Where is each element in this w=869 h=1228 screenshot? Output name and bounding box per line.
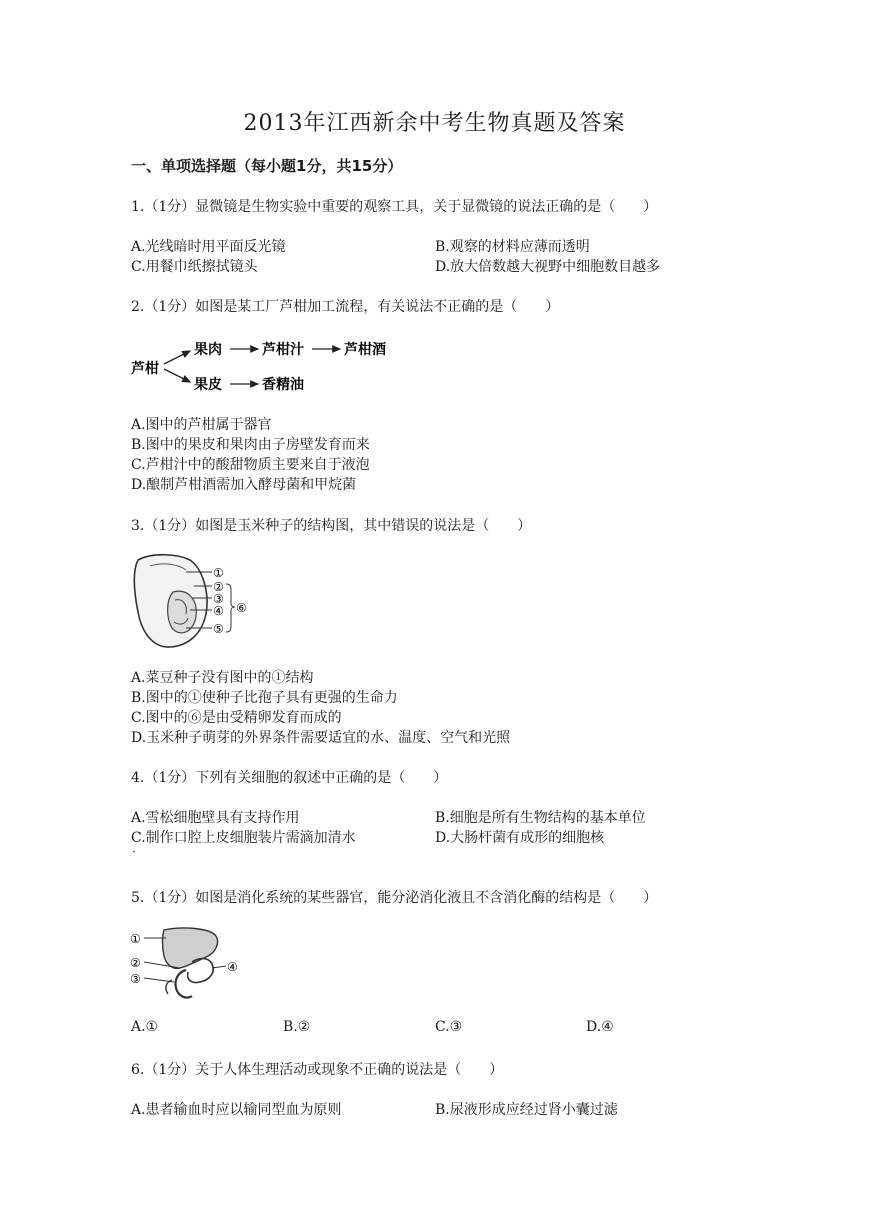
question-4-option-b: B.细胞是所有生物结构的基本单位	[435, 810, 646, 826]
diagram-wine-label: 芦柑酒	[344, 342, 386, 358]
question-3-option-a: A.菜豆种子没有图中的①结构	[131, 670, 314, 686]
page-title: 2013年江西新余中考生物真题及答案	[243, 111, 626, 136]
question-4-option-a: A.雪松细胞壁具有支持作用	[131, 810, 300, 826]
digestive-organs-diagram	[128, 924, 243, 1004]
question-5-option-a: A.①	[131, 1019, 159, 1035]
citrus-process-diagram	[128, 333, 408, 398]
seed-label-3: ③	[213, 592, 224, 606]
question-5-option-c: C.③	[435, 1019, 463, 1035]
question-2-option-c: C.芦柑汁中的酸甜物质主要来自于液泡	[131, 457, 370, 473]
question-1-option-d: D.放大倍数越大视野中细胞数目越多	[435, 259, 661, 275]
question-4-option-d: D.大肠杆菌有成形的细胞核	[435, 830, 605, 846]
question-6-option-a: A.患者输血时应以输同型血为原则	[131, 1102, 342, 1118]
question-3-option-c: C.图中的⑥是由受精卵发育而成的	[131, 710, 342, 726]
question-5-stem: 5.（1分）如图是消化系统的某些器官，能分泌消化液且不含消化酶的结构是（ ）	[131, 890, 658, 906]
diagram-root-label: 芦柑	[131, 361, 159, 377]
question-2-option-b: B.图中的果皮和果肉由子房壁发育而来	[131, 437, 370, 453]
seed-label-6: ⑥	[236, 601, 247, 615]
diagram-peel-label: 果皮	[194, 377, 222, 393]
organ-label-2: ②	[130, 956, 141, 970]
question-2-option-a: A.图中的芦柑属于器官	[131, 417, 272, 433]
section-heading: 一、单项选择题（每小题1分，共15分）	[131, 157, 403, 175]
stray-dot: ·	[132, 845, 136, 859]
seed-label-1: ①	[213, 566, 224, 580]
question-5-option-b: B.②	[283, 1019, 311, 1035]
question-2-option-d: D.酿制芦柑酒需加入酵母菌和甲烷菌	[131, 477, 357, 493]
organ-label-4: ④	[227, 960, 238, 974]
question-3-stem: 3.（1分）如图是玉米种子的结构图，其中错误的说法是（ ）	[131, 518, 532, 534]
seed-label-4: ④	[213, 604, 224, 618]
question-1-stem: 1.（1分）显微镜是生物实验中重要的观察工具，关于显微镜的说法正确的是（ ）	[131, 199, 658, 215]
diagram-oil-label: 香精油	[262, 377, 304, 393]
diagram-juice-label: 芦柑汁	[262, 342, 304, 358]
question-6-stem: 6.（1分）关于人体生理活动或现象不正确的说法是（ ）	[131, 1062, 504, 1078]
question-1-option-c: C.用餐巾纸擦拭镜头	[131, 259, 258, 275]
diagram-pulp-label: 果肉	[194, 342, 222, 358]
seed-label-5: ⑤	[213, 622, 224, 636]
question-1-option-b: B.观察的材料应薄而透明	[435, 239, 590, 255]
question-6-option-b: B.尿液形成应经过肾小囊过滤	[435, 1102, 618, 1118]
question-3-option-b: B.图中的①使种子比孢子具有更强的生命力	[131, 690, 398, 706]
question-3-option-d: D.玉米种子萌芽的外界条件需要适宜的水、温度、空气和光照	[131, 730, 511, 746]
organ-label-3: ③	[130, 972, 141, 986]
question-4-stem: 4.（1分）下列有关细胞的叙述中正确的是（ ）	[131, 770, 448, 786]
corn-seed-diagram	[128, 552, 253, 652]
seed-label-2: ②	[213, 580, 224, 594]
question-1-option-a: A.光线暗时用平面反光镜	[131, 239, 286, 255]
question-2-stem: 2.（1分）如图是某工厂芦柑加工流程，有关说法不正确的是（ ）	[131, 299, 560, 315]
organ-label-1: ①	[130, 932, 141, 946]
question-5-option-d: D.④	[586, 1019, 614, 1035]
question-4-option-c: C.制作口腔上皮细胞装片需滴加清水	[131, 830, 356, 846]
